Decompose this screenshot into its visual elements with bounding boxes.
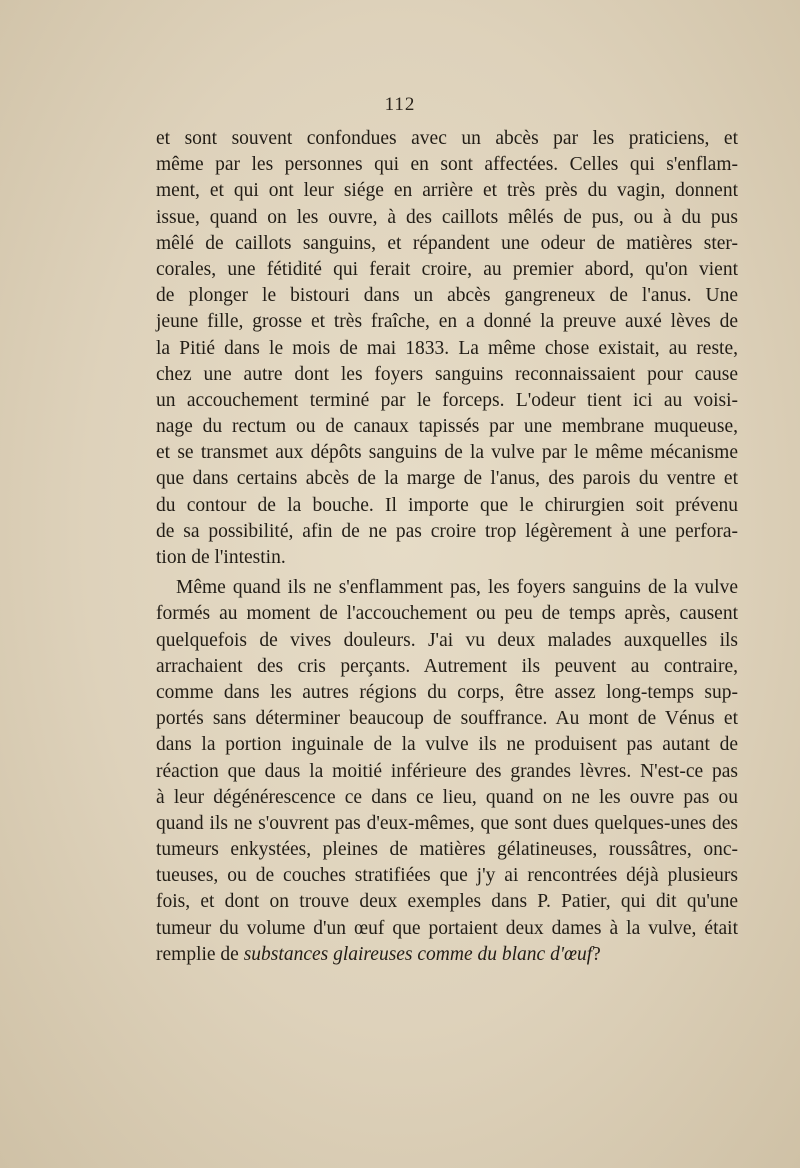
text-line: que dans certains abcès de la marge de l'anus, des parois du ventre et — [156, 468, 738, 490]
text-line: jeune fille, grosse et très fraîche, en a donné la preuve auxé lèves de — [156, 311, 738, 333]
text-line: tumeur du volume d'un œuf que portaient deux dames à la vulve, était — [156, 917, 738, 939]
final-text-line — [156, 942, 738, 968]
text-line: même par les personnes qui en sont affectées. Celles qui s'enflam- — [156, 154, 738, 176]
paragraph-1 — [156, 126, 738, 571]
text-line: tion de l'intestin. — [156, 547, 286, 568]
text-line: réaction que daus la moitié inférieure des grandes lèvres. N'est-ce pas — [156, 760, 738, 782]
text-line: tumeurs enkystées, pleines de matières gélatineuses, roussâtres, onc- — [156, 839, 738, 861]
final-line-prefix: remplie de — [156, 943, 244, 965]
text-line: arrachaient des cris perçants. Autrement ils peuvent au contraire, — [156, 655, 738, 677]
text-line: la Pitié dans le mois de mai 1833. La même chose existait, au reste, — [156, 337, 738, 359]
text-line: nage du rectum ou de canaux tapissés par une membrane muqueuse, — [156, 416, 738, 438]
text-line: tueuses, ou de couches stratifiées que j'y ai rencontrées déjà plusieurs — [156, 865, 738, 887]
text-line: comme dans les autres régions du corps, être assez long-temps sup- — [156, 681, 738, 703]
text-line: de plonger le bistouri dans un abcès gangreneux de l'anus. Une — [156, 285, 738, 307]
final-line-suffix: ? — [592, 943, 601, 965]
text-line: un accouchement terminé par le forceps. L'odeur tient ici au voisi- — [156, 389, 738, 411]
text-line: fois, et dont on trouve deux exemples dans P. Patier, qui dit qu'une — [156, 891, 738, 913]
text-line: portés sans déterminer beaucoup de souffrance. Au mont de Vénus et — [156, 708, 738, 730]
page-number: 112 — [384, 94, 416, 115]
text-line: du contour de la bouche. Il importe que le chirurgien soit prévenu — [156, 494, 738, 516]
text-line: corales, une fétidité qui ferait croire, au premier abord, qu'on vient — [156, 258, 738, 280]
text-line: chez une autre dont les foyers sanguins reconnaissaient pour cause — [156, 363, 738, 385]
text-line: de sa possibilité, afin de ne pas croire trop légèrement à une perfora- — [156, 520, 738, 542]
text-line: ment, et qui ont leur siége en arrière et très près du vagin, donnent — [156, 180, 738, 202]
text-line: dans la portion inguinale de la vulve ils ne produisent pas autant de — [156, 734, 738, 756]
text-line: et sont souvent confondues avec un abcès par les praticiens, et — [156, 128, 738, 149]
text-line: à leur dégénérescence ce dans ce lieu, quand on ne les ouvre pas ou — [156, 786, 738, 808]
text-line: mêlé de caillots sanguins, et répandent une odeur de matières ster- — [156, 232, 738, 254]
italic-quote: substances glaireuses comme du blanc d'œuf — [243, 943, 593, 965]
text-line: quelquefois de vives douleurs. J'ai vu deux malades auxquelles ils — [156, 629, 738, 651]
text-line: Même quand ils ne s'enflamment pas, les foyers sanguins de la vulve — [176, 577, 738, 599]
text-line: issue, quand on les ouvre, à des caillots mêlés de pus, ou à du pus — [156, 206, 738, 228]
text-line: formés au moment de l'accouchement ou peu de temps après, causent — [156, 603, 738, 625]
paragraph-2 — [156, 575, 738, 968]
body-text — [156, 126, 738, 968]
text-line: quand ils ne s'ouvrent pas d'eux-mêmes, que sont dues quelques-unes des — [156, 812, 738, 834]
text-line: et se transmet aux dépôts sanguins de la vulve par le même mécanisme — [156, 442, 738, 464]
